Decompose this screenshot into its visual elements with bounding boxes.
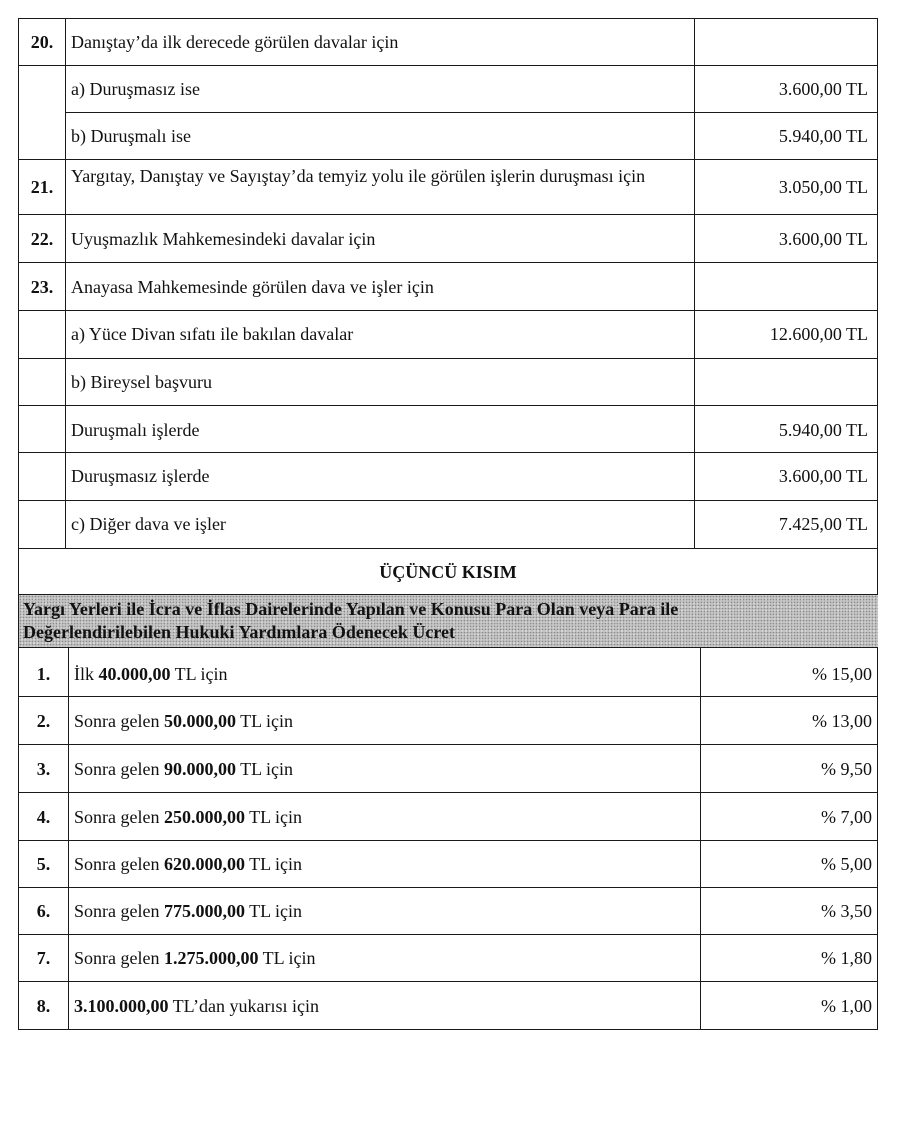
rule: [19, 744, 878, 745]
row-number: 4.: [36, 807, 51, 827]
rule: [19, 792, 878, 793]
rule: [65, 112, 878, 113]
row-description: [74, 807, 302, 827]
rule: [19, 548, 878, 549]
row-amount: 5.940,00 TL: [778, 420, 868, 440]
row-threshold-amount: 1.275.000,00: [163, 948, 259, 968]
row-description: [74, 664, 228, 684]
rule: [19, 310, 878, 311]
section-subtitle-line: Yargı Yerleri ile İcra ve İflas Dairelerinde Yapılan ve Konusu Para Olan veya Para ile: [23, 599, 679, 619]
rule: [19, 1029, 878, 1030]
rule: [19, 840, 878, 841]
row-rate: % 3,50: [821, 901, 872, 921]
row-rate: % 13,00: [812, 711, 872, 731]
row-number: 21.: [30, 177, 54, 197]
rule: [18, 647, 19, 1030]
row-amount: 3.600,00 TL: [778, 79, 868, 99]
row-threshold-amount: 620.000,00: [163, 854, 245, 874]
section-subtitle: [23, 598, 868, 644]
row-amount: 7.425,00 TL: [778, 514, 868, 534]
row-description: [74, 759, 293, 779]
row-description: Duruşmalı işlerde: [71, 420, 200, 440]
row-threshold-amount: 90.000,00: [163, 759, 236, 779]
row-prefix: Sonra gelen: [74, 759, 164, 779]
row-description: b) Bireysel başvuru: [71, 372, 212, 392]
section-title: ÜÇÜNCÜ KISIM: [379, 562, 517, 582]
row-number: 6.: [36, 901, 51, 921]
rule: [877, 647, 878, 1030]
row-threshold-amount: 40.000,00: [98, 664, 171, 684]
row-number: 22.: [30, 229, 54, 249]
row-number: 1.: [36, 664, 51, 684]
row-description: Danıştay’da ilk derecede görülen davalar için: [71, 32, 399, 52]
row-description: [74, 711, 293, 731]
row-prefix: Sonra gelen: [74, 711, 164, 731]
rule: [19, 159, 878, 160]
row-rate: % 1,80: [821, 948, 872, 968]
row-number: 3.: [36, 759, 51, 779]
row-prefix: İlk: [74, 664, 99, 684]
row-amount: 3.600,00 TL: [778, 466, 868, 486]
row-description: [74, 996, 319, 1016]
rule: [877, 18, 878, 549]
rule: [19, 647, 878, 648]
row-description: a) Yüce Divan sıfatı ile bakılan davalar: [71, 324, 354, 344]
row-description: Duruşmasız işlerde: [71, 466, 210, 486]
row-suffix: TL için: [235, 711, 293, 731]
row-number: 2.: [36, 711, 51, 731]
rule: [19, 358, 878, 359]
row-suffix: TL için: [244, 854, 302, 874]
row-description: a) Duruşmasız ise: [71, 79, 200, 99]
row-number: 23.: [30, 277, 54, 297]
row-threshold-amount: 775.000,00: [163, 901, 245, 921]
row-suffix: TL için: [170, 664, 228, 684]
rule: [19, 405, 878, 406]
row-amount: 5.940,00 TL: [778, 126, 868, 146]
row-number: 8.: [36, 996, 51, 1016]
row-rate: % 15,00: [812, 664, 872, 684]
row-description: [74, 948, 315, 968]
row-threshold-amount: 250.000,00: [163, 807, 245, 827]
rule: [19, 452, 878, 453]
row-suffix: TL’dan yukarısı için: [168, 996, 319, 1016]
row-rate: % 5,00: [821, 854, 872, 874]
row-number: 5.: [36, 854, 51, 874]
row-prefix: Sonra gelen: [74, 948, 164, 968]
rule: [19, 18, 878, 19]
row-description: [74, 901, 302, 921]
row-number: 7.: [36, 948, 51, 968]
row-suffix: TL için: [244, 901, 302, 921]
rule: [700, 647, 701, 1030]
row-description: Uyuşmazlık Mahkemesindeki davalar için: [71, 229, 376, 249]
row-description: b) Duruşmalı ise: [71, 126, 191, 146]
rule: [19, 934, 878, 935]
rule: [19, 887, 878, 888]
row-threshold-amount: 3.100.000,00: [74, 996, 169, 1016]
row-suffix: TL için: [235, 759, 293, 779]
row-prefix: Sonra gelen: [74, 854, 164, 874]
row-number: 20.: [30, 32, 54, 52]
rule: [19, 981, 878, 982]
rule: [19, 696, 878, 697]
row-amount: 3.600,00 TL: [778, 229, 868, 249]
rule: [19, 65, 878, 66]
row-suffix: TL için: [244, 807, 302, 827]
row-description: c) Diğer dava ve işler: [71, 514, 226, 534]
row-description: Yargıtay, Danıştay ve Sayıştay’da temyiz yolu ile görülen işlerin duruşması için: [71, 166, 646, 186]
row-rate: % 9,50: [821, 759, 872, 779]
rule: [694, 18, 695, 549]
row-rate: % 7,00: [821, 807, 872, 827]
row-prefix: Sonra gelen: [74, 901, 164, 921]
rule: [65, 18, 66, 549]
row-description: [74, 854, 302, 874]
row-threshold-amount: 50.000,00: [163, 711, 236, 731]
row-rate: % 1,00: [821, 996, 872, 1016]
row-amount: 12.600,00 TL: [769, 324, 868, 344]
row-amount: 3.050,00 TL: [778, 177, 868, 197]
rule: [19, 500, 878, 501]
rule: [19, 214, 878, 215]
rule: [19, 262, 878, 263]
row-description: Anayasa Mahkemesinde görülen dava ve işler için: [71, 277, 434, 297]
row-prefix: Sonra gelen: [74, 807, 164, 827]
row-suffix: TL için: [258, 948, 316, 968]
section-subtitle-line: Değerlendirilebilen Hukuki Yardımlara Ödenecek Ücret: [23, 622, 455, 642]
rule: [68, 647, 69, 1030]
